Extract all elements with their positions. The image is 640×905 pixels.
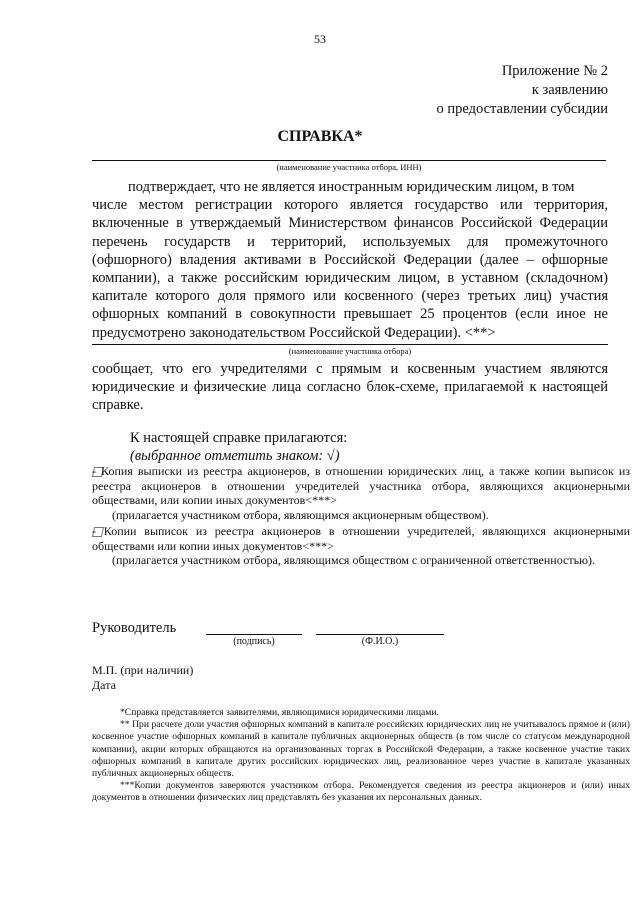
signature-label: Руководитель: [92, 620, 177, 636]
date-label: Дата: [92, 678, 116, 692]
attachment-item-note: (прилагается участником отбора, являющимся обществом с ограниченной ответственностью).: [112, 553, 596, 568]
footnote-1: *Справка представляется заявителями, являющимися юридическими лицами.: [120, 707, 439, 718]
full-name-caption: (Ф.И.О.): [361, 636, 399, 647]
full-name-line[interactable]: [316, 634, 444, 635]
founders-paragraph: сообщает, что его учредителями с прямым и косвенным участием являются юридические и физические лица согласно блок-схеме, прилагаемой к настоящей справке.: [92, 361, 608, 414]
stamp-label: М.П. (при наличии): [92, 663, 194, 677]
attachment-item-text: - Копия выписки из реестра акционеров, в отношении юридических лиц, а также копии выписок из реестра акционеров в отношении учредителей участника отбора, являющихся акционерными обществами, или копии иных документов<***>: [92, 464, 630, 508]
page-number: 53: [314, 32, 326, 46]
attachment-item-note: (прилагается участником отбора, являющимся акционерным обществом).: [112, 507, 489, 522]
attachment-item-text: - Копии выписок из реестра акционеров в отношении учредителей, являющихся акционерными обществами или копии иных документов<***>: [92, 524, 630, 553]
footnote-3: ***Копии документов заверяются участником отбора. Рекомендуется сведения из реестра акционеров и (или) иных документов в отношении физических лиц представлять без указания их персональных данных.: [92, 780, 630, 804]
attachments-header: [130, 429, 347, 465]
participant-caption: (наименование участника отбора): [288, 346, 412, 356]
statement-body: числе местом регистрации которого является государство или территория, включенные в утверждаемый Министерством финансов Российской Федерации перечень государств и территорий, используемых для промежуточного (офшорного) владения активами в Российской Федерации (далее – офшорные компании), а также российским юридическим лицом, в уставном (складочном) капитале которого доля прямого или косвенного (через третьих лиц) участия офшорных компаний в совокупности превышает 25 процентов (если иное не предусмотрено законодательством Российской Федерации). <**>: [92, 197, 608, 341]
appendix-block: [436, 62, 608, 119]
statement-paragraph: [92, 178, 608, 342]
attachments-heading: К настоящей справке прилагаются:: [130, 430, 348, 446]
attachment-item-2: [92, 524, 630, 568]
appendix-line: к заявлению: [531, 82, 608, 98]
stamp-date-block: [92, 663, 193, 693]
attachments-hint: (выбранное отметить знаком: √): [130, 448, 340, 464]
appendix-line: Приложение № 2: [501, 63, 608, 79]
participant-name-caption: (наименование участника отбора, ИНН): [276, 162, 422, 172]
attachment-item-1: [92, 464, 630, 522]
appendix-line: о предоставлении субсидии: [436, 101, 608, 117]
participant-name-line: [92, 160, 606, 161]
document-title: СПРАВКА*: [277, 128, 363, 145]
footnotes: [92, 707, 630, 805]
footnote-2: ** При расчете доли участия офшорных компаний в капитале российских юридических лиц не учитывалось прямое и (или) косвенное участие офшорных компаний в капитале публичных акционерных обществ (в том числе со статусом международной компании), акции которых обращаются на организованных торгах в Российской Федерации, а также косвенное участие таких офшорных компаний в капитале других российских юридических лиц, реализованное через участие в капитале указанных публичных акционерных обществ.: [92, 719, 630, 780]
signature-caption: (подпись): [233, 636, 275, 647]
signature-line[interactable]: [206, 634, 302, 635]
participant-line: [92, 344, 608, 345]
statement-first-line: подтверждает, что не является иностранным юридическим лицом, в том: [128, 179, 575, 195]
